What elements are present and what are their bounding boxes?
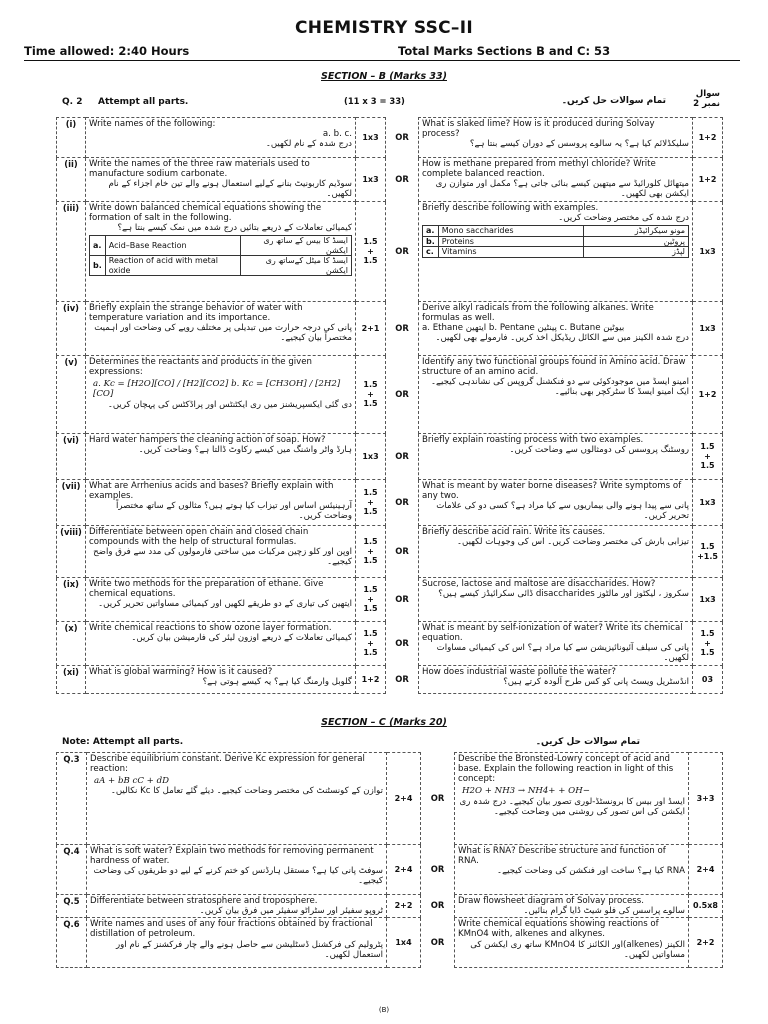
left-question-urdu: دی گئی ایکسپریشنز میں ری ایکٹنٹس اور پراڈکٹس کی پہچان کریں۔ xyxy=(107,399,352,410)
right-marks: 1x3 xyxy=(693,480,723,526)
question-2-urdu-label: سوال نمبر 2 xyxy=(693,89,720,110)
left-question-urdu: آرہینیئس اساس اور تیزاب کیا ہوتے ہیں؟ مثالوں کے ساتھ مختصراً وضاحت کریں۔ xyxy=(115,501,352,522)
left-question-english: Write chemical reactions to show ozone layer formation. xyxy=(89,623,332,633)
right-question-urdu: تیزابی بارش کی مختصر وضاحت کریں۔ اس کی وجوہات لکھیں۔ xyxy=(457,537,689,548)
subpart-urdu: مونو سیکرائیڈز xyxy=(583,226,688,236)
subpart-letter: c. xyxy=(423,247,439,257)
right-marks: 2+2 xyxy=(689,918,723,968)
subpart-urdu: پروٹین xyxy=(583,236,688,246)
question-number: (viii) xyxy=(57,526,86,578)
left-question-english: Write names and uses of any four fractions obtained by fractional distillation of petroleum. xyxy=(90,919,373,940)
right-question-cell xyxy=(419,434,693,480)
left-question-urdu: ٹروپو سفیئر اور سٹراٹو سفیئر میں فرق بیان کریں۔ xyxy=(199,906,383,917)
or-separator: OR xyxy=(395,593,409,604)
right-question-english: What is slaked lime? How is it produced during Solvay process? xyxy=(422,119,655,140)
section-b-instruction-urdu: تمام سوالات حل کریں۔ xyxy=(561,96,666,106)
left-question-english: Determines the reactants and products in the given expressions: xyxy=(89,357,312,378)
question-row xyxy=(57,202,723,302)
question-row xyxy=(57,434,723,480)
right-marks: 1.5 + 1.5 xyxy=(693,622,723,666)
right-question-cell xyxy=(419,118,693,158)
question-row xyxy=(57,356,723,434)
right-question-urdu: سلیکڈلائم کیا ہے؟ یہ سالوے پروسس کے دوران کیسے بنتا ہے؟ xyxy=(469,139,689,150)
left-question-english: Hard water hampers the cleaning action of soap. How? xyxy=(89,435,326,445)
right-question-english: What is meant by water borne diseases? Write symptoms of any two. xyxy=(422,481,682,502)
left-marks: 1x3 xyxy=(356,118,386,158)
section-b-marks-formula: (11 x 3 = 33) xyxy=(344,96,405,106)
or-separator: OR xyxy=(395,450,409,461)
left-marks: 2+1 xyxy=(356,302,386,356)
right-question-urdu: درج شدہ الکینز میں سے الکائل ریڈیکل اخذ کریں۔ فارمولے بھی لکھیں۔ xyxy=(435,333,689,344)
section-b-table xyxy=(56,117,723,694)
right-question-cell xyxy=(419,202,693,302)
left-question-urdu: گلوبل وارمنگ کیا ہے؟ یہ کیسے ہوتی ہے؟ xyxy=(202,677,352,688)
right-question-cell xyxy=(419,158,693,202)
left-question-urdu: توازن کے کونسٹنٹ کی مختصر وضاحت کیجیے۔ دیئے گئے تعامل کا Kc نکالیں۔ xyxy=(110,786,383,797)
question-number: (v) xyxy=(57,356,86,434)
left-question-urdu: سوفٹ پانی کیا ہے؟ مستقل ہارڈنس کو ختم کرنے کے لیے دو طریقوں کی وضاحت کیجیے۔ xyxy=(93,866,383,887)
right-subpart-table xyxy=(422,225,689,257)
left-marks: 2+4 xyxy=(387,753,421,845)
right-question-english: Derive alkyl radicals from the following alkanes. Write formulas as well. xyxy=(422,303,654,324)
question-number: Q.4 xyxy=(57,845,87,895)
or-separator: OR xyxy=(395,173,409,184)
left-question-cell xyxy=(87,845,387,895)
question-row xyxy=(57,622,723,666)
left-question-cell xyxy=(86,118,356,158)
subpart-letter: b. xyxy=(423,236,439,246)
left-question-cell xyxy=(86,158,356,202)
left-question-cell xyxy=(87,895,387,918)
subpart-urdu: ایسڈ کا میٹل کےساتھ ری ایکشن xyxy=(240,256,352,276)
left-question-urdu: اوپن اور کلو زچین مرکبات میں ساختی فارمولوں کی مدد سے فرق واضح کیجیے۔ xyxy=(93,547,352,568)
right-marks: 1.5 +1.5 xyxy=(693,526,723,578)
question-number: Q.5 xyxy=(57,895,87,918)
right-question-cell xyxy=(419,356,693,434)
right-question-english: What is meant by self-ionization of water? Write its chemical equation. xyxy=(422,623,683,644)
right-question-urdu: امینو ایسڈ میں موجودکوئی سے دو فنکشنل گروپس کی نشاندہی کیجیے۔ایک امینو ایسڈ کا سٹرکچر بھی بنائیے۔ xyxy=(430,377,689,398)
right-question-english: Briefly describe acid rain. Write its causes. xyxy=(422,527,606,537)
or-separator: OR xyxy=(395,673,409,684)
question-row xyxy=(57,118,723,158)
or-separator: OR xyxy=(395,131,409,142)
question-number: Q.6 xyxy=(57,918,87,968)
right-question-english: Describe the Bronsted-Lowry concept of acid and base. Explain the following reaction in light of this concept: xyxy=(458,754,674,785)
right-question-cell xyxy=(419,622,693,666)
or-separator: OR xyxy=(430,863,445,874)
right-marks: 1+2 xyxy=(693,118,723,158)
right-question-english: What is RNA? Describe structure and function of RNA. xyxy=(458,846,666,867)
subpart-english: Reaction of acid with metal oxide xyxy=(105,256,240,276)
right-question-urdu: درج شدہ کی مختصر وضاحت کریں۔ xyxy=(558,213,689,224)
right-question-english: Briefly explain roasting process with two examples. xyxy=(422,435,644,445)
left-marks: 1.5 + 1.5 xyxy=(356,622,386,666)
left-marks: 1.5 + 1.5 xyxy=(356,356,386,434)
left-question-cell xyxy=(86,622,356,666)
left-question-urdu: کیمیائی تعاملات کے ذریعے اوزون لیئر کی فارمیشن بیان کریں۔ xyxy=(131,633,352,644)
left-marks: 1.5 + 1.5 xyxy=(356,578,386,622)
left-equation: aA + bB cC + dD xyxy=(94,776,169,787)
left-question-urdu: درج شدہ کے نام لکھیں۔ xyxy=(265,139,352,150)
question-number: Q.3 xyxy=(57,753,87,845)
left-question-cell xyxy=(86,302,356,356)
left-marks: 1x3 xyxy=(356,434,386,480)
subpart-urdu: ایسڈ کا بیس کے ساتھ ری ایکشن xyxy=(240,236,352,256)
subpart-row xyxy=(423,226,689,236)
page-footer: (B) xyxy=(378,1006,390,1014)
section-b-instruction: Attempt all parts. xyxy=(98,97,189,107)
right-question-urdu: سکروز ، لیکٹوز اور مالٹوز disaccharides ڈائی سکرائیڈز کیسے ہیں؟ xyxy=(438,589,689,600)
right-question-cell xyxy=(455,845,689,895)
question-number: (ix) xyxy=(57,578,86,622)
left-question-english: What is soft water? Explain two methods for removing permanent hardness of water. xyxy=(90,846,374,867)
subpart-english: Proteins xyxy=(438,236,583,246)
right-marks: 1x3 xyxy=(693,302,723,356)
right-question-urdu: میتھائل کلورائیڈ سے میتھین کیسے بنائی جاتی ہے؟ مکمل اور متوازن ری ایکشن بھی لکھیں۔ xyxy=(435,179,689,200)
subpart-english: Mono saccharides xyxy=(438,226,583,236)
left-marks: 2+4 xyxy=(387,845,421,895)
subpart-row xyxy=(423,236,689,246)
left-question-cell xyxy=(87,918,387,968)
left-question-english: Write the names of the three raw materials used to manufacture sodium carbonate. xyxy=(89,159,310,180)
right-marks: 3+3 xyxy=(689,753,723,845)
or-separator: OR xyxy=(395,637,409,648)
left-question-english: What are Arrhenius acids and bases? Briefly explain with examples. xyxy=(89,481,334,502)
right-marks: 1x3 xyxy=(693,202,723,302)
right-question-cell xyxy=(419,526,693,578)
right-question-english: Briefly describe following with examples. xyxy=(422,203,599,213)
left-question-cell xyxy=(86,480,356,526)
left-question-cell xyxy=(86,356,356,434)
right-question-urdu: ایسڈ اور بیس کا برونسٹڈ-لوری تصور بیان کیجیے۔ درج شدہ ری ایکشن کی اس تصور کی روشنی میں وضاحت کیجیے۔ xyxy=(459,796,685,817)
left-marks: 1.5 + 1.5 xyxy=(356,202,386,302)
right-marks: 2+4 xyxy=(689,845,723,895)
question-row xyxy=(57,845,723,895)
right-question-urdu: روسٹنگ پروسس کی دومثالوں سے وضاحت کریں۔ xyxy=(509,445,689,456)
or-separator: OR xyxy=(430,900,445,911)
right-question-english: How does industrial waste pollute the water? xyxy=(422,667,616,677)
right-question-english: Sucrose, lactose and maltose are disaccharides. How? xyxy=(422,579,656,589)
question-number: (xi) xyxy=(57,666,86,694)
right-question-cell xyxy=(419,666,693,694)
question-2-label: Q. 2 xyxy=(62,97,83,107)
question-number: (vii) xyxy=(57,480,86,526)
left-subpart-table xyxy=(89,235,352,276)
section-c-note-urdu: تمام سوالات حل کریں۔ xyxy=(535,737,640,747)
left-question-english: Write down balanced chemical equations showing the formation of salt in the following. xyxy=(89,203,322,224)
left-question-urdu: پٹرولیم کی فرکشنل ڈسٹلیشن سے حاصل ہونے والے چار فرکشنز کے نام اور استعمال لکھیں۔ xyxy=(115,939,383,960)
right-question-cell xyxy=(419,302,693,356)
subpart-row xyxy=(90,236,352,256)
right-question-cell xyxy=(419,578,693,622)
right-question-urdu: انڈسٹریل ویسٹ پانی کو کس طرح آلودہ کرتے ہیں؟ xyxy=(503,677,689,688)
subpart-letter: a. xyxy=(423,226,439,236)
right-marks: 0.5x8 xyxy=(689,895,723,918)
question-number: (ii) xyxy=(57,158,86,202)
subpart-letter: b. xyxy=(90,256,106,276)
right-question-urdu: پانی کی سیلف آئیونائیزیشن سے کیا مراد ہے؟ اس کی کیمیائی مساوات لکھیں۔ xyxy=(436,643,689,664)
header-rule xyxy=(24,60,740,61)
question-number: (i) xyxy=(57,118,86,158)
left-question-english: Differentiate between open chain and closed chain compounds with the help of structural formulas. xyxy=(89,527,309,548)
or-separator: OR xyxy=(430,792,445,803)
left-question-cell xyxy=(86,202,356,302)
question-row xyxy=(57,578,723,622)
right-question-english: Identify any two functional groups found in Amino acid. Draw structure of an amino acid. xyxy=(422,357,686,378)
right-marks: 1x3 xyxy=(693,578,723,622)
question-row xyxy=(57,918,723,968)
or-separator: OR xyxy=(430,936,445,947)
question-number: (iii) xyxy=(57,202,86,302)
left-question-cell xyxy=(86,434,356,480)
section-c-note: Note: Attempt all parts. xyxy=(62,737,184,747)
question-row xyxy=(57,666,723,694)
left-question-urdu: ایتھین کی تیاری کے دو طریقے لکھیں اور کیمیائی مساواتیں تحریر کریں۔ xyxy=(98,599,352,610)
right-marks: 03 xyxy=(693,666,723,694)
question-row xyxy=(57,753,723,845)
question-row xyxy=(57,158,723,202)
left-question-cell xyxy=(87,753,387,845)
left-question-english: Describe equilibrium constant. Derive Kc expression for general reaction: xyxy=(90,754,365,775)
total-marks: Total Marks Sections B and C: 53 xyxy=(398,44,611,58)
or-separator: OR xyxy=(395,322,409,333)
question-row xyxy=(57,480,723,526)
or-separator: OR xyxy=(395,245,409,256)
left-question-english: Differentiate between stratosphere and troposphere. xyxy=(90,896,318,906)
right-question-urdu: RNA کیا ہے؟ ساخت اور فنکشن کی وضاحت کیجیے۔ xyxy=(497,866,685,877)
left-question-cell xyxy=(86,666,356,694)
right-question-cell xyxy=(455,895,689,918)
right-equation: H2O + NH3 → NH4+ + OH− xyxy=(462,786,590,797)
or-separator: OR xyxy=(395,496,409,507)
right-question-urdu: پانی سے پیدا ہونے والی بیماریوں سے کیا مراد ہے؟ کسی دو کی علامات تحریر کریں۔ xyxy=(436,501,689,522)
or-separator: OR xyxy=(395,388,409,399)
right-question-english: How is methane prepared from methyl chloride? Write complete balanced reaction. xyxy=(422,159,656,180)
section-c-table xyxy=(56,752,723,968)
paper-title: CHEMISTRY SSC–II xyxy=(295,18,473,38)
left-marks: 1x3 xyxy=(356,158,386,202)
left-question-urdu: ہارڈ واٹر واشنگ میں کیسے رکاوٹ ڈالتا ہے؟ وضاحت کریں۔ xyxy=(138,445,352,456)
right-question-cell xyxy=(455,753,689,845)
left-marks: 1.5 + 1.5 xyxy=(356,480,386,526)
left-marks: 1.5 + 1.5 xyxy=(356,526,386,578)
left-question-cell xyxy=(86,578,356,622)
right-question-cell xyxy=(419,480,693,526)
left-marks: 1+2 xyxy=(356,666,386,694)
left-question-urdu: سوڈیم کاربونیٹ بنانے کےلیے استعمال ہونے والے تین خام اجزاء کے نام لکھیں۔ xyxy=(108,179,352,200)
question-number: (vi) xyxy=(57,434,86,480)
time-allowed: Time allowed: 2:40 Hours xyxy=(24,44,190,58)
subpart-row xyxy=(90,256,352,276)
section-c-heading: SECTION – C (Marks 20) xyxy=(321,717,447,728)
subpart-letter: a. xyxy=(90,236,106,256)
right-question-urdu: الکینز (alkenes)اور الکائنز کا KMnO4 ساتھ ری ایکشن کی مساواتیں لکھیں۔ xyxy=(470,939,685,960)
question-number: (iv) xyxy=(57,302,86,356)
left-marks: 2+2 xyxy=(387,895,421,918)
question-row xyxy=(57,302,723,356)
left-question-english: Write two methods for the preparation of ethane. Give chemical equations. xyxy=(89,579,324,600)
right-question-urdu: سالوے پراسس کی فلو شیٹ ڈایا گرام بنائیں۔ xyxy=(523,906,685,917)
right-marks: 1+2 xyxy=(693,356,723,434)
section-b-heading: SECTION – B (Marks 33) xyxy=(321,71,447,82)
left-marks: 1x4 xyxy=(387,918,421,968)
right-marks: 1.5 + 1.5 xyxy=(693,434,723,480)
left-equation: a. Kc = [H2O][CO] / [H2][CO2] b. Kc = [CH3OH] / [2H2][CO] xyxy=(93,379,341,400)
question-row xyxy=(57,895,723,918)
left-question-english: Write names of the following: xyxy=(89,119,216,129)
question-row xyxy=(57,526,723,578)
left-question-urdu: کیمیائی تعاملات کے ذریعے بتائیں درج شدہ میں نمک کیسے بنتا ہے؟ xyxy=(117,223,352,234)
subpart-urdu: لپڈز xyxy=(583,247,688,257)
right-question-parts: a. Ethane ایتھین b. Pentane پینٹین c. Butane بیوٹین xyxy=(422,323,625,334)
left-question-english: Briefly explain the strange behavior of water with temperature variation and its importance. xyxy=(89,303,303,324)
right-question-english: Write chemical equations showing reactions of KMnO4 with, alkenes and alkynes. xyxy=(458,919,659,940)
left-question-cell xyxy=(86,526,356,578)
left-question-parts: a. b. c. xyxy=(322,129,352,140)
left-question-urdu: پانی کی درجہ حرارت میں تبدیلی پر مختلف رویے کی وضاحت اور اہمیت مختصراً بیان کیجیے۔ xyxy=(94,323,352,344)
subpart-english: Vitamins xyxy=(438,247,583,257)
right-question-cell xyxy=(455,918,689,968)
right-marks: 1+2 xyxy=(693,158,723,202)
left-question-english: What is global warming? How is it caused? xyxy=(89,667,273,677)
subpart-english: Acid–Base Reaction xyxy=(105,236,240,256)
right-question-english: Draw flowsheet diagram of Solvay process. xyxy=(458,896,644,906)
or-separator: OR xyxy=(395,545,409,556)
subpart-row xyxy=(423,247,689,257)
question-number: (x) xyxy=(57,622,86,666)
